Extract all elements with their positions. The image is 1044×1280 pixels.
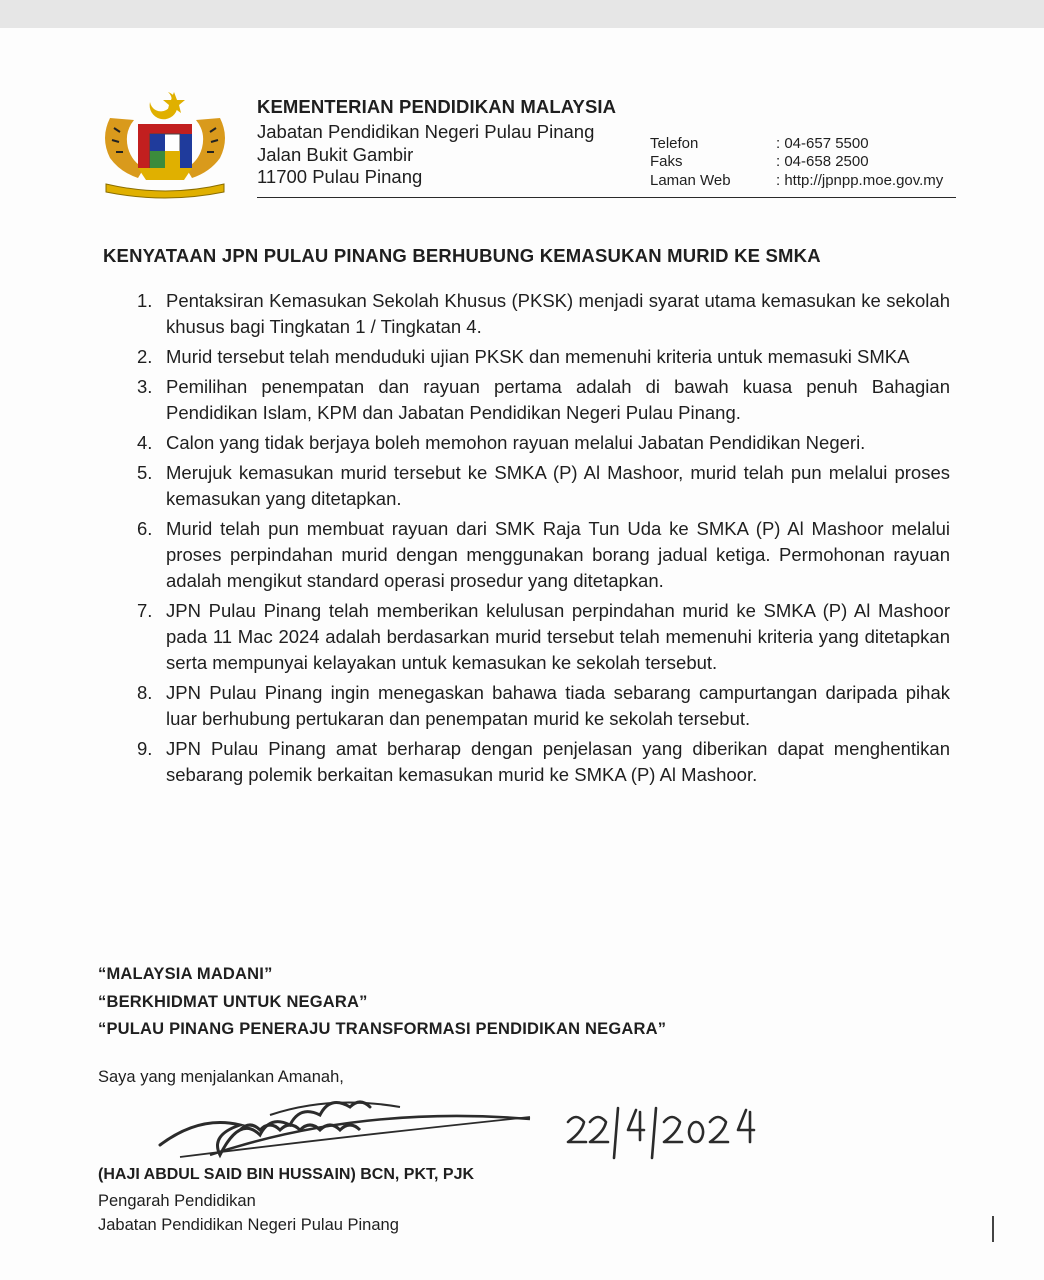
signer-position: Pengarah Pendidikan [98,1192,256,1210]
list-item-number: 6. [137,518,153,539]
contact-value-phone: : 04-657 5500 [776,135,869,152]
list-item [120,430,950,456]
list-item [120,516,950,594]
contact-label-website: Laman Web [650,172,731,189]
signer-department: Jabatan Pendidikan Negeri Pulau Pinang [98,1216,399,1234]
list-item-number: 9. [137,738,153,759]
list-item [120,680,950,732]
list-item-text: Merujuk kemasukan murid tersebut ke SMKA (P) Al Mashoor, murid telah pun melalui proses kemasukan yang ditetapkan. [166,462,950,509]
list-item [120,736,950,788]
list-item-text: Calon yang tidak berjaya boleh memohon rayuan melalui Jabatan Pendidikan Negeri. [166,432,866,453]
statement-list [120,288,950,792]
list-item-number: 8. [137,682,153,703]
motto-berkhidmat: “BERKHIDMAT UNTUK NEGARA” [98,993,368,1011]
malaysia-coat-of-arms-icon [92,88,238,200]
list-item-number: 1. [137,290,153,311]
contact-value-website: : http://jpnpp.moe.gov.my [776,172,944,189]
top-margin-strip [0,0,1044,28]
contact-label-phone: Telefon [650,135,699,152]
list-item-text: JPN Pulau Pinang ingin menegaskan bahawa tiada sebarang campurtangan daripada pihak luar berhubung pertukaran dan penempatan murid ke sekolah tersebut. [166,682,950,729]
list-item-text: Murid telah pun membuat rayuan dari SMK Raja Tun Uda ke SMKA (P) Al Mashoor melalui proses perpindahan murid dengan menggunakan borang jadual ketiga. Permohonan rayuan adalah mengikut standard operasi prosedur yang ditetapkan. [166,518,950,591]
list-item-text: Pemilihan penempatan dan rayuan pertama adalah di bawah kuasa penuh Bahagian Pendidikan Islam, KPM dan Jabatan Pendidikan Negeri Pulau Pinang. [166,376,950,423]
list-item-text: JPN Pulau Pinang telah memberikan kelulusan perpindahan murid ke SMKA (P) Al Mashoor pada 11 Mac 2024 adalah berdasarkan murid tersebut telah memenuhi kriteria yang ditetapkan serta mempunyai kelayakan untuk kemasukan ke sekolah tersebut. [166,600,950,673]
motto-malaysia-madani: “MALAYSIA MADANI” [98,965,273,983]
list-item-number: 4. [137,432,153,453]
signer-name: (HAJI ABDUL SAID BIN HUSSAIN) BCN, PKT, PJK [98,1166,475,1183]
handwritten-signature [150,1085,550,1175]
header-divider [257,197,956,198]
contact-label-fax: Faks [650,153,683,170]
edge-mark [992,1216,994,1242]
motto-pulau-pinang: “PULAU PINANG PENERAJU TRANSFORMASI PENDIDIKAN NEGARA” [98,1020,667,1038]
ministry-name: KEMENTERIAN PENDIDIKAN MALAYSIA [257,96,617,117]
list-item-text: Pentaksiran Kemasukan Sekolah Khusus (PKSK) menjadi syarat utama kemasukan ke sekolah khusus bagi Tingkatan 1 / Tingkatan 4. [166,290,950,337]
list-item-number: 3. [137,376,153,397]
list-item [120,598,950,676]
address-line-department: Jabatan Pendidikan Negeri Pulau Pinang [257,121,595,142]
list-item-number: 5. [137,462,153,483]
list-item [120,344,950,370]
list-item-number: 7. [137,600,153,621]
closing-line: Saya yang menjalankan Amanah, [98,1068,344,1086]
list-item [120,374,950,426]
address-line-street: Jalan Bukit Gambir [257,144,414,165]
handwritten-date [560,1100,760,1160]
address-line-postcode: 11700 Pulau Pinang [257,166,423,187]
list-item-text: JPN Pulau Pinang amat berharap dengan penjelasan yang diberikan dapat menghentikan sebarang polemik berkaitan kemasukan murid ke SMKA (P) Al Mashoor. [166,738,950,785]
contact-value-fax: : 04-658 2500 [776,153,869,170]
list-item-number: 2. [137,346,153,367]
statement-title: KENYATAAN JPN PULAU PINANG BERHUBUNG KEMASUKAN MURID KE SMKA [103,245,821,266]
list-item-text: Murid tersebut telah menduduki ujian PKSK dan memenuhi kriteria untuk memasuki SMKA [166,346,910,367]
list-item [120,288,950,340]
list-item [120,460,950,512]
